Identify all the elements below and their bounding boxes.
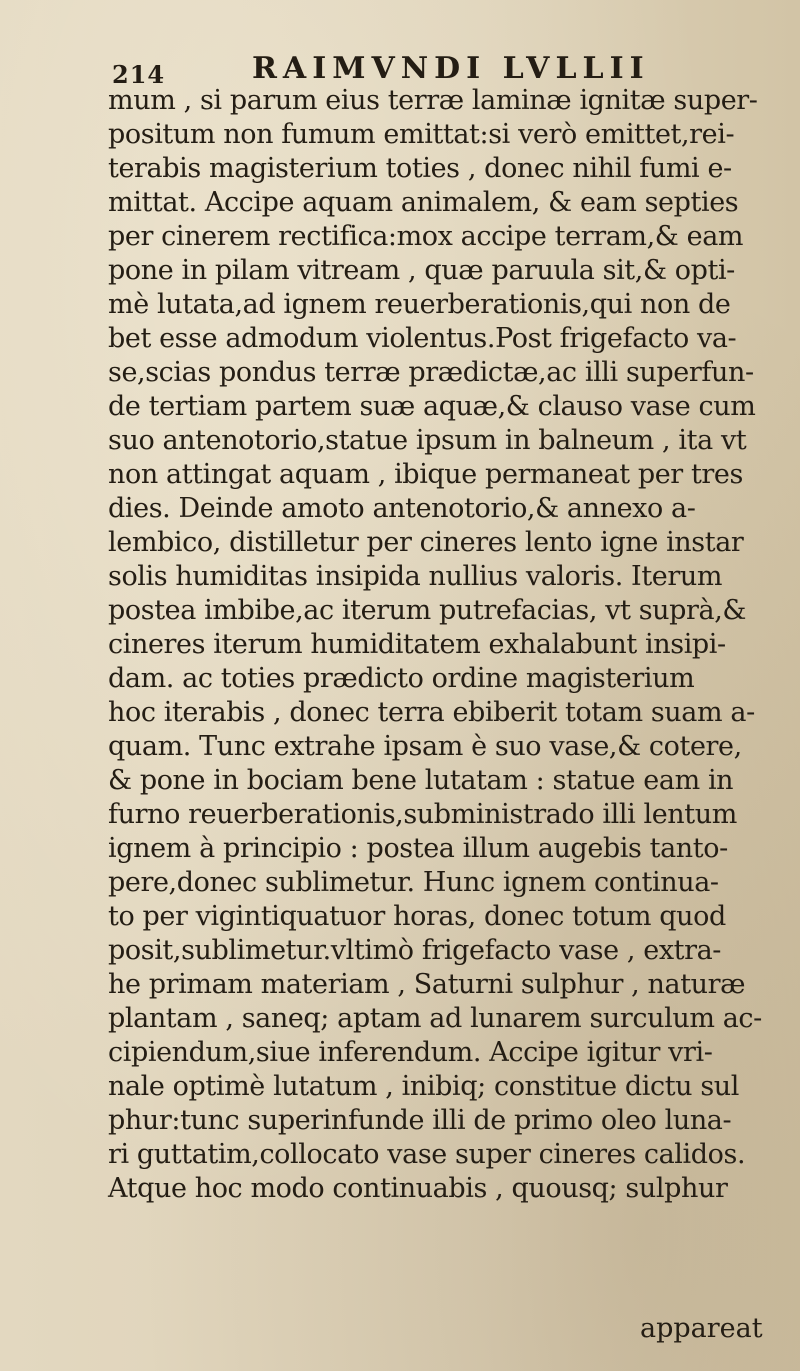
text-line: postea imbibe,ac iterum putrefacias, vt suprà,& [108,595,747,626]
text-line: & pone in bociam bene lutatam : statue eam in [108,765,734,796]
page-number: 214 [112,60,166,89]
text-line: lembico, distilletur per cineres lento igne instar [108,527,744,558]
text-line: bet esse admodum violentus.Post frigefacto va- [108,323,737,354]
text-line: Atque hoc modo continuabis , quousq; sulphur [108,1173,728,1204]
text-line: pone in pilam vitream , quæ paruula sit,& opti- [108,255,735,286]
text-line: ignem à principio : postea illum augebis tanto- [108,833,728,864]
text-line: mè lutata,ad ignem reuerberationis,qui non de [108,289,731,320]
text-line: he primam materiam , Saturni sulphur , naturæ [108,969,746,1000]
text-line: dam. ac toties prædicto ordine magisterium [108,663,695,694]
text-line: to per vigintiquatuor horas, donec totum quod [108,901,726,932]
text-line: plantam , saneq; aptam ad lunarem surculum ac- [108,1003,762,1034]
text-line: solis humiditas insipida nullius valoris. Iterum [108,561,723,592]
text-line: mum , si parum eius terræ laminæ ignitæ super- [108,85,758,116]
text-line: mittat. Accipe aquam animalem, & eam septies [108,187,739,218]
text-line: furno reuerberationis,subministrado illi lentum [108,799,737,830]
text-line: ri guttatim,collocato vase super cineres calidos. [108,1139,746,1170]
body-text [108,84,798,1206]
text-line: cipiendum,siue inferendum. Accipe igitur vri- [108,1037,713,1068]
text-line: nale optimè lutatum , inibiq; constitue dictu sul [108,1071,740,1102]
text-line: de tertiam partem suæ aquæ,& clauso vase cum [108,391,756,422]
text-line: se,scias pondus terræ prædictæ,ac illi superfun- [108,357,754,388]
text-line: hoc iterabis , donec terra ebiberit totam suam a- [108,697,755,728]
text-line: quam. Tunc extrahe ipsam è suo vase,& cotere, [108,731,742,762]
text-line: terabis magisterium toties , donec nihil fumi e- [108,153,732,184]
text-line: pere,donec sublimetur. Hunc ignem continua- [108,867,719,898]
text-line: per cinerem rectifica:mox accipe terram,& eam [108,221,744,252]
text-line: cineres iterum humiditatem exhalabunt insipi- [108,629,726,660]
text-line: phur:tunc superinfunde illi de primo oleo luna- [108,1105,732,1136]
running-title: RAIMVNDI LVLLII [252,51,650,86]
text-line: positum non fumum emittat:si verò emittet,rei- [108,119,735,150]
text-line: dies. Deinde amoto antenotorio,& annexo a- [108,493,696,524]
text-line: suo antenotorio,statue ipsum in balneum , ita vt [108,425,747,456]
catchword: appareat [640,1313,763,1344]
text-line: non attingat aquam , ibique permaneat per tres [108,459,743,490]
text-line: posit,sublimetur.vltimò frigefacto vase , extra- [108,935,722,966]
